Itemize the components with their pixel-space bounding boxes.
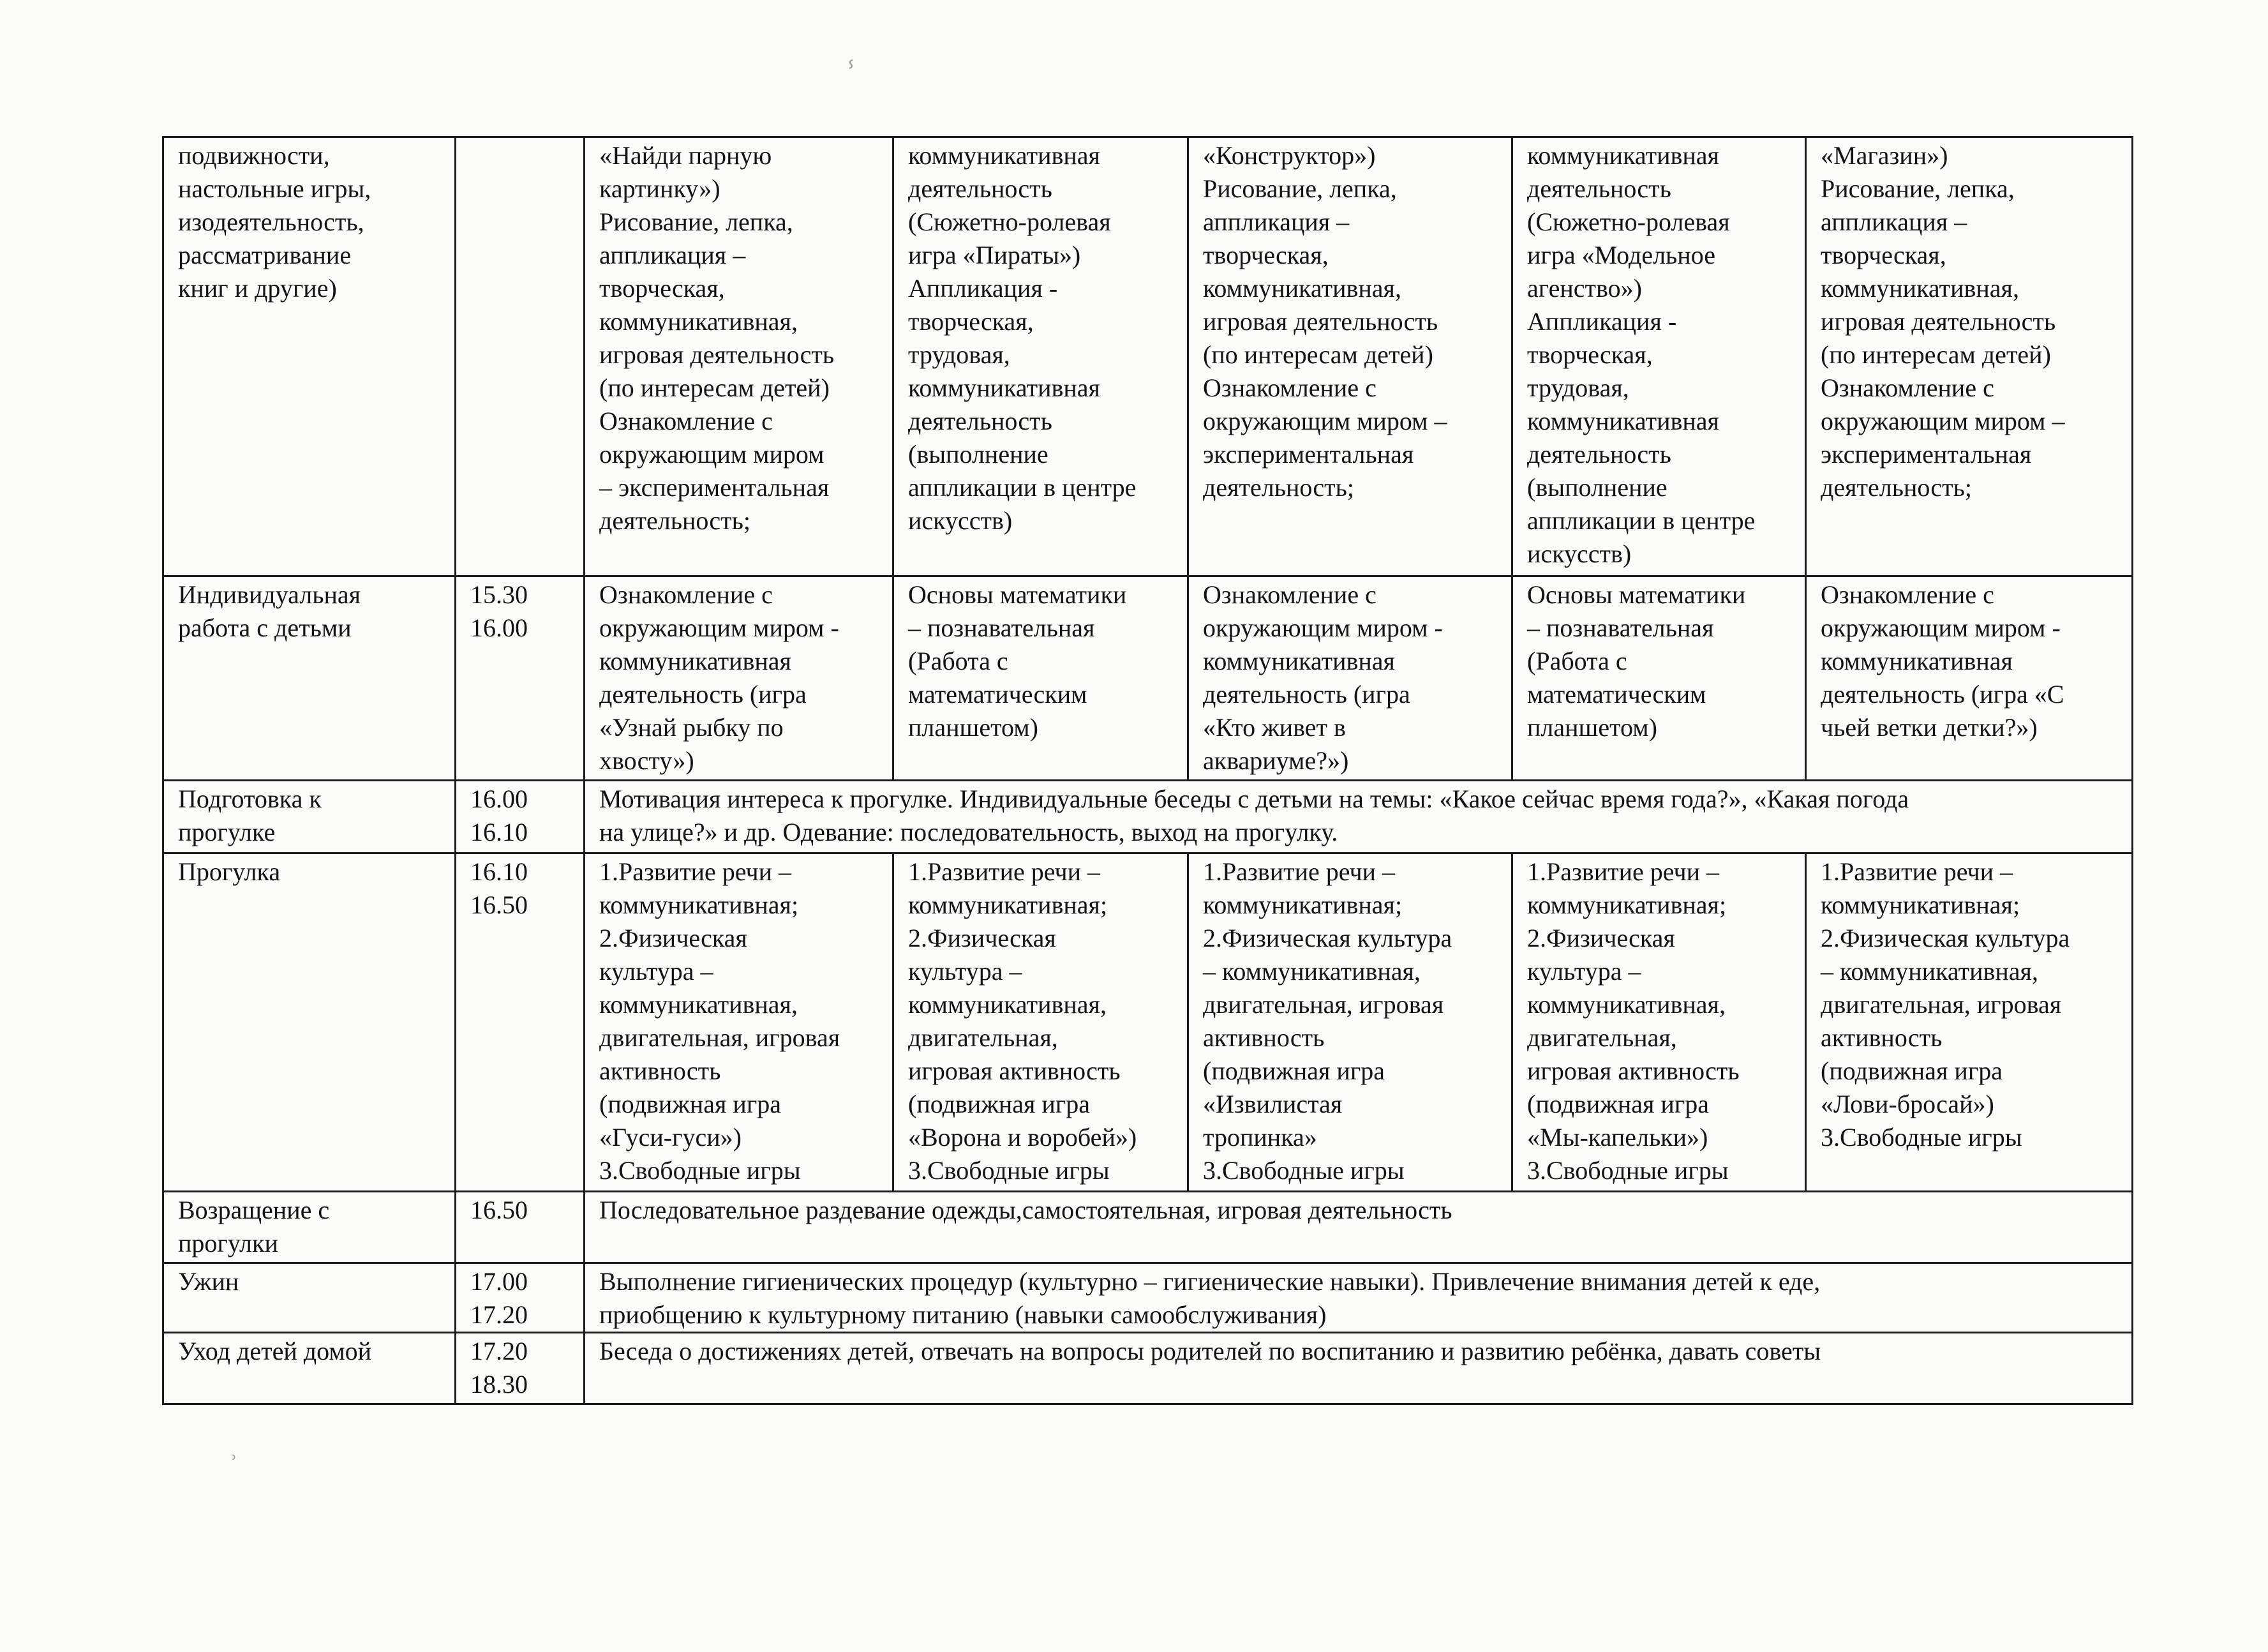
day-cell (585, 853, 893, 1192)
activity-text: подвижности, настольные игры, изодеятельность, рассматривание книг и другие) (178, 141, 371, 303)
time-cell (456, 1333, 585, 1404)
day-text: Ознакомление с окружающим миром - коммуникативная деятельность (игра «С чьей ветки детки?») (1821, 580, 2064, 742)
day-text: «Найди парную картинку») Рисование, лепка, аппликация – творческая, коммуникативная, игровая деятельность (по интересам детей) Ознакомление с окружающим миром – экспериментальная деятельность; (599, 141, 835, 535)
activity-cell (163, 576, 456, 781)
day-text: Основы математики – познавательная (Работа с математическим планшетом) (908, 580, 1127, 742)
time-text: 16.50 (470, 1196, 528, 1224)
table-row (163, 576, 2133, 781)
day-cell (1188, 853, 1512, 1192)
activity-cell (163, 781, 456, 853)
activity-cell (163, 853, 456, 1192)
activity-text: Ужин (178, 1267, 239, 1296)
time-text: 17.00 17.20 (470, 1267, 528, 1329)
day-text: 1.Развитие речи – коммуникативная; 2.Физическая культура – коммуникативная, двигательная, игровая активность (подвижная игра «Ворона и воробей») 3.Свободные игры (908, 857, 1137, 1185)
day-cell (1188, 576, 1512, 781)
table-row (163, 1263, 2133, 1333)
daily-schedule-table (162, 136, 2133, 1405)
day-text: «Магазин») Рисование, лепка, аппликация – творческая, коммуникативная, игровая деятельность (по интересам детей) Ознакомление с окружающим миром – экспериментальная деятельность; (1821, 141, 2065, 502)
day-text: 1.Развитие речи – коммуникативная; 2.Физическая культура – коммуникативная, двигательная, игровая активность (подвижная игра «Лови-бросай») 3.Свободные игры (1821, 857, 2070, 1152)
time-cell (456, 853, 585, 1192)
merged-text: Последовательное раздевание одежды,самостоятельная, игровая деятельность (599, 1196, 1452, 1224)
table-row (163, 1192, 2133, 1263)
day-text: «Конструктор») Рисование, лепка, аппликация – творческая, коммуникативная, игровая деятельность (по интересам детей) Ознакомление с окружающим миром – экспериментальная деятельность; (1203, 141, 1447, 502)
time-text: 15.30 16.00 (470, 580, 528, 642)
activity-text: Прогулка (178, 857, 281, 886)
time-text: 16.10 16.50 (470, 857, 528, 919)
merged-cell (585, 1333, 2133, 1404)
merged-text: Мотивация интереса к прогулке. Индивидуальные беседы с детьми на темы: «Какое сейчас время года?», «Какая погода на улице?» и др. Одевание: последовательность, выход на прогулку. (599, 785, 1909, 846)
day-cell (585, 137, 893, 576)
day-text: 1.Развитие речи – коммуникативная; 2.Физическая культура – коммуникативная, двигательная, игровая активность (подвижная игра «Извилистая тропинка» 3.Свободные игры (1203, 857, 1452, 1185)
time-cell (456, 1263, 585, 1333)
time-text: 16.00 16.10 (470, 785, 528, 846)
day-cell (893, 576, 1188, 781)
activity-text: Возращение с прогулки (178, 1196, 330, 1258)
day-cell (1512, 853, 1806, 1192)
time-cell (456, 137, 585, 576)
day-cell (1188, 137, 1512, 576)
activity-cell (163, 137, 456, 576)
day-cell (1806, 137, 2133, 576)
activity-cell (163, 1192, 456, 1263)
day-cell (1512, 576, 1806, 781)
time-cell (456, 781, 585, 853)
scan-speck-bottom: ⸒ (230, 1431, 238, 1460)
day-text: 1.Развитие речи – коммуникативная; 2.Физическая культура – коммуникативная, двигательная, игровая активность (подвижная игра «Гуси-гуси») 3.Свободные игры (599, 857, 840, 1185)
day-cell (585, 576, 893, 781)
day-cell (1806, 576, 2133, 781)
table-row (163, 1333, 2133, 1404)
activity-cell (163, 1333, 456, 1404)
day-cell (1512, 137, 1806, 576)
merged-text: Выполнение гигиенических процедур (культурно – гигиенические навыки). Привлечение внимания детей к еде, приобщению к культурному питанию (навыки самообслуживания) (599, 1267, 1821, 1329)
merged-text: Беседа о достижениях детей, отвечать на вопросы родителей по воспитанию и развитию ребёнка, давать советы (599, 1337, 1821, 1365)
day-text: Ознакомление с окружающим миром - коммуникативная деятельность (игра «Узнай рыбку по хвосту») (599, 580, 839, 775)
time-cell (456, 1192, 585, 1263)
merged-cell (585, 1192, 2133, 1263)
day-text: Основы математики – познавательная (Работа с математическим планшетом) (1527, 580, 1746, 742)
day-text: Ознакомление с окружающим миром - коммуникативная деятельность (игра «Кто живет в аквариуме?») (1203, 580, 1443, 775)
time-text: 17.20 18.30 (470, 1337, 528, 1399)
day-cell (893, 137, 1188, 576)
time-cell (456, 576, 585, 781)
activity-text: Уход детей домой (178, 1337, 372, 1365)
day-cell (1806, 853, 2133, 1192)
day-text: коммуникативная деятельность (Сюжетно-ролевая игра «Пираты») Аппликация - творческая, трудовая, коммуникативная деятельность (выполнение аппликации в центре искусств) (908, 141, 1137, 535)
activity-cell (163, 1263, 456, 1333)
table-row (163, 853, 2133, 1192)
day-cell (893, 853, 1188, 1192)
merged-cell (585, 1263, 2133, 1333)
day-text: 1.Развитие речи – коммуникативная; 2.Физическая культура – коммуникативная, двигательная, игровая активность (подвижная игра «Мы-капельки») 3.Свободные игры (1527, 857, 1740, 1185)
activity-text: Подготовка к прогулке (178, 785, 322, 846)
scan-speck-top: ⸯ (844, 62, 859, 91)
table-row (163, 137, 2133, 576)
merged-cell (585, 781, 2133, 853)
day-text: коммуникативная деятельность (Сюжетно-ролевая игра «Модельное агенство») Аппликация - творческая, трудовая, коммуникативная деятельность (выполнение аппликации в центре искусств) (1527, 141, 1756, 568)
table-row (163, 781, 2133, 853)
activity-text: Индивидуальная работа с детьми (178, 580, 361, 642)
